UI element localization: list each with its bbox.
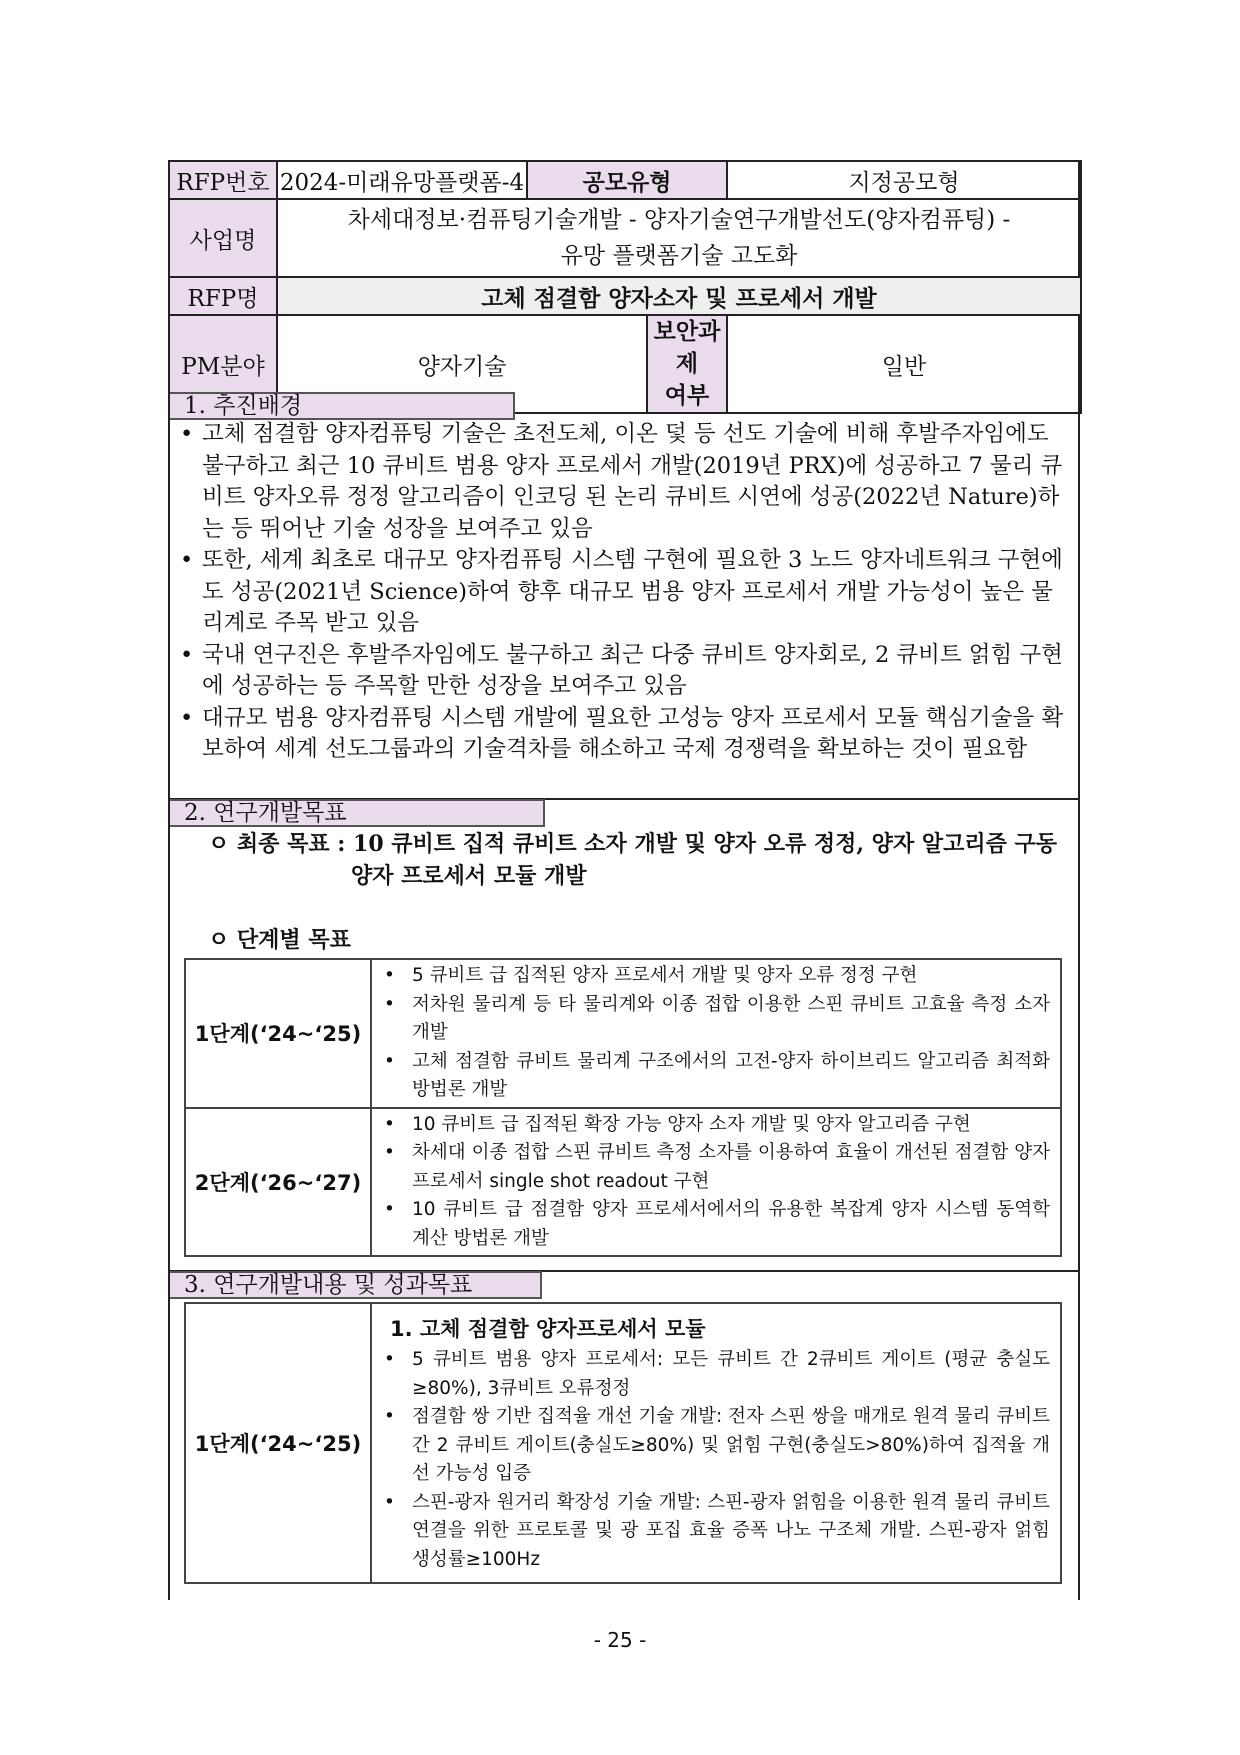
table-row (185, 1108, 1061, 1257)
rfp-header-table (168, 160, 1082, 414)
rfp-no-value: 2024-미래유망플랫폼-4 (277, 161, 527, 199)
security-label (647, 315, 727, 413)
project-value-line2: 유망 플랫폼기술 고도화 (560, 243, 798, 269)
stage1-label: 1단계(‘24~‘25) (185, 959, 371, 1108)
list-item: • 10 큐비트 급 점결함 양자 프로세서에서의 유용한 복잡계 양자 시스템 동역학 계산 방법론 개발 (384, 1196, 1050, 1253)
item-text: 점결함 쌍 기반 집적율 개선 기술 개발: 전자 스핀 쌍을 매개로 원격 물리 큐비트 간 2 큐비트 게이트(충실도≥80%) 및 얽힘 구현(충실도>80%)하여 집적율 개선 가능성 입증 (412, 1406, 1050, 1484)
section3-title: 3. 연구개발내용 및 성과목표 (184, 1272, 473, 1298)
pm-value: 양자기술 (277, 315, 647, 413)
item-text: 차세대 이종 접합 스핀 큐비트 측정 소자를 이용하여 효율이 개선된 점결함 양자 프로세서 single shot readout 구현 (412, 1142, 1050, 1192)
final-goal-prefix: ㅇ 최종 목표 : (208, 831, 346, 857)
item-text: 저차원 물리계 등 타 물리계와 이종 접합 이용한 스핀 큐비트 고효율 측정 소자 개발 (412, 993, 1050, 1043)
security-label-line1: 보안과제 (653, 318, 721, 377)
list-item: • 5 큐비트 범용 양자 프로세서: 모든 큐비트 간 2큐비트 게이트 (평균 충실도≥80%), 3큐비트 오류정정 (384, 1346, 1050, 1403)
list-item: • 스핀-광자 원거리 확장성 기술 개발: 스핀-광자 얽힘을 이용한 원격 물리 큐비트 연결을 위한 프로토콜 및 광 포집 효율 증폭 나노 구조체 개발. 스핀-광자 얽힘 생성률≥100Hz (384, 1489, 1050, 1575)
rfp-name-label: RFP명 (169, 277, 277, 315)
section2-title: 2. 연구개발목표 (184, 800, 347, 826)
stage-goals-table (184, 958, 1062, 1257)
section1-bullets (180, 419, 1080, 766)
section-title-background-drivers (170, 392, 515, 420)
project-value (277, 199, 1081, 277)
page-number: - 25 - (593, 1628, 647, 1652)
content-title: 1. 고체 점결함 양자프로세서 모듈 (390, 1317, 706, 1341)
final-goal (208, 828, 1057, 892)
stage2-label: 2단계(‘26~‘27) (185, 1108, 371, 1257)
section1-title: 1. 추진배경 (184, 393, 303, 419)
list-item: • 저차원 물리계 등 타 물리계와 이종 접합 이용한 스핀 큐비트 고효율 측정 소자 개발 (384, 991, 1050, 1048)
stage-goal-title: ㅇ 단계별 목표 (208, 927, 351, 953)
stage2-content (371, 1108, 1061, 1257)
final-goal-line1: 10 큐비트 집적 큐비트 소자 개발 및 양자 오류 정정, 양자 알고리즘 구동 (353, 831, 1058, 857)
project-label: 사업명 (169, 199, 277, 277)
rnd-content-table (184, 1302, 1062, 1584)
list-item: • 점결함 쌍 기반 집적율 개선 기술 개발: 전자 스핀 쌍을 매개로 원격 물리 큐비트 간 2 큐비트 게이트(충실도≥80%) 및 얽힘 구현(충실도>80%)하여 집적율 개선 가능성 입증 (384, 1403, 1050, 1489)
list-item: • 또한, 세계 최초로 대규모 양자컴퓨팅 시스템 구현에 필요한 3 노드 양자네트워크 구현에도 성공(2021년 Science)하여 향후 대규모 범용 양자 프로세서 개발 가능성이 높은 물리계로 주목 받고 있음 (180, 545, 1080, 640)
item-text: 고체 점결함 큐비트 물리계 구조에서의 고전-양자 하이브리드 알고리즘 최적화 방법론 개발 (412, 1050, 1050, 1100)
list-item: • 고체 점결함 큐비트 물리계 구조에서의 고전-양자 하이브리드 알고리즘 최적화 방법론 개발 (384, 1048, 1050, 1105)
type-value: 지정공모형 (727, 161, 1081, 199)
security-value: 일반 (727, 315, 1081, 413)
list-item: • 차세대 이종 접합 스핀 큐비트 측정 소자를 이용하여 효율이 개선된 점결함 양자 프로세서 single shot readout 구현 (384, 1139, 1050, 1196)
list-item: • 고체 점결함 양자컴퓨팅 기술은 초전도체, 이온 덫 등 선도 기술에 비해 후발주자임에도 불구하고 최근 10 큐비트 범용 양자 프로세서 개발(2019년 PRX)에 성공하고 7 물리 큐비트 양자오류 정정 알고리즘이 인코딩 된 논리 큐비트 시연에 성공(2022년 Nature)하는 등 뛰어난 기술 성장을 보여주고 있음 (180, 419, 1080, 545)
table-row (185, 959, 1061, 1108)
bullet-text: 대규모 범용 양자컴퓨팅 시스템 개발에 필요한 고성능 양자 프로세서 모듈 핵심기술을 확보하여 세계 선도그룹과의 기술격차를 해소하고 국제 경쟁력을 확보하는 것이 필요함 (202, 704, 1064, 762)
section-title-rnd-content (170, 1271, 542, 1299)
table-row (185, 1303, 1061, 1583)
security-label-line2: 여부 (664, 382, 710, 409)
list-item: • 국내 연구진은 후발주자임에도 불구하고 최근 다중 큐비트 양자회로, 2 큐비트 얽힘 구현에 성공하는 등 주목할 만한 성장을 보여주고 있음 (180, 640, 1080, 703)
stage-content (371, 1303, 1061, 1583)
item-text: 5 큐비트 급 집적된 양자 프로세서 개발 및 양자 오류 정정 구현 (412, 965, 918, 986)
rfp-name-value: 고체 점결함 양자소자 및 프로세서 개발 (277, 277, 1081, 315)
final-goal-line2: 양자 프로세서 모듈 개발 (351, 863, 587, 889)
section-title-rnd-goals (170, 799, 545, 827)
bullet-text: 고체 점결함 양자컴퓨팅 기술은 초전도체, 이온 덫 등 선도 기술에 비해 후발주자임에도 불구하고 최근 10 큐비트 범용 양자 프로세서 개발(2019년 PRX)에 성공하고 7 물리 큐비트 양자오류 정정 알고리즘이 인코딩 된 논리 큐비트 시연에 성공(2022년 Nature)하는 등 뛰어난 기술 성장을 보여주고 있음 (202, 421, 1063, 542)
item-text: 10 큐비트 급 집적된 확장 가능 양자 소자 개발 및 양자 알고리즘 구현 (412, 1113, 971, 1135)
list-item: • 10 큐비트 급 집적된 확장 가능 양자 소자 개발 및 양자 알고리즘 구현 (384, 1111, 1050, 1140)
stage1-content (371, 959, 1061, 1108)
rfp-no-label: RFP번호 (169, 161, 277, 199)
list-item: • 대규모 범용 양자컴퓨팅 시스템 개발에 필요한 고성능 양자 프로세서 모듈 핵심기술을 확보하여 세계 선도그룹과의 기술격차를 해소하고 국제 경쟁력을 확보하는 것이 필요함 (180, 703, 1080, 766)
type-label: 공모유형 (527, 161, 727, 199)
stage-label: 1단계(‘24~‘25) (185, 1303, 371, 1583)
item-text: 5 큐비트 범용 양자 프로세서: 모든 큐비트 간 2큐비트 게이트 (평균 충실도≥80%), 3큐비트 오류정정 (412, 1349, 1050, 1399)
project-value-line1: 차세대정보·컴퓨팅기술개발 - 양자기술연구개발선도(양자컴퓨팅) - (347, 207, 1011, 233)
item-text: 스핀-광자 원거리 확장성 기술 개발: 스핀-광자 얽힘을 이용한 원격 물리 큐비트 연결을 위한 프로토콜 및 광 포집 효율 증폭 나노 구조체 개발. 스핀-광자 얽힘 생성률≥100Hz (412, 1491, 1050, 1570)
bullet-text: 국내 연구진은 후발주자임에도 불구하고 최근 다중 큐비트 양자회로, 2 큐비트 얽힘 구현에 성공하는 등 주목할 만한 성장을 보여주고 있음 (202, 641, 1063, 699)
item-text: 10 큐비트 급 점결함 양자 프로세서에서의 유용한 복잡계 양자 시스템 동역학 계산 방법론 개발 (412, 1199, 1050, 1249)
pm-label: PM분야 (169, 315, 277, 413)
bullet-text: 또한, 세계 최초로 대규모 양자컴퓨팅 시스템 구현에 필요한 3 노드 양자네트워크 구현에도 성공(2021년 Science)하여 향후 대규모 범용 양자 프로세서 개발 가능성이 높은 물리계로 주목 받고 있음 (202, 547, 1063, 636)
list-item: • 5 큐비트 급 집적된 양자 프로세서 개발 및 양자 오류 정정 구현 (384, 962, 1050, 991)
